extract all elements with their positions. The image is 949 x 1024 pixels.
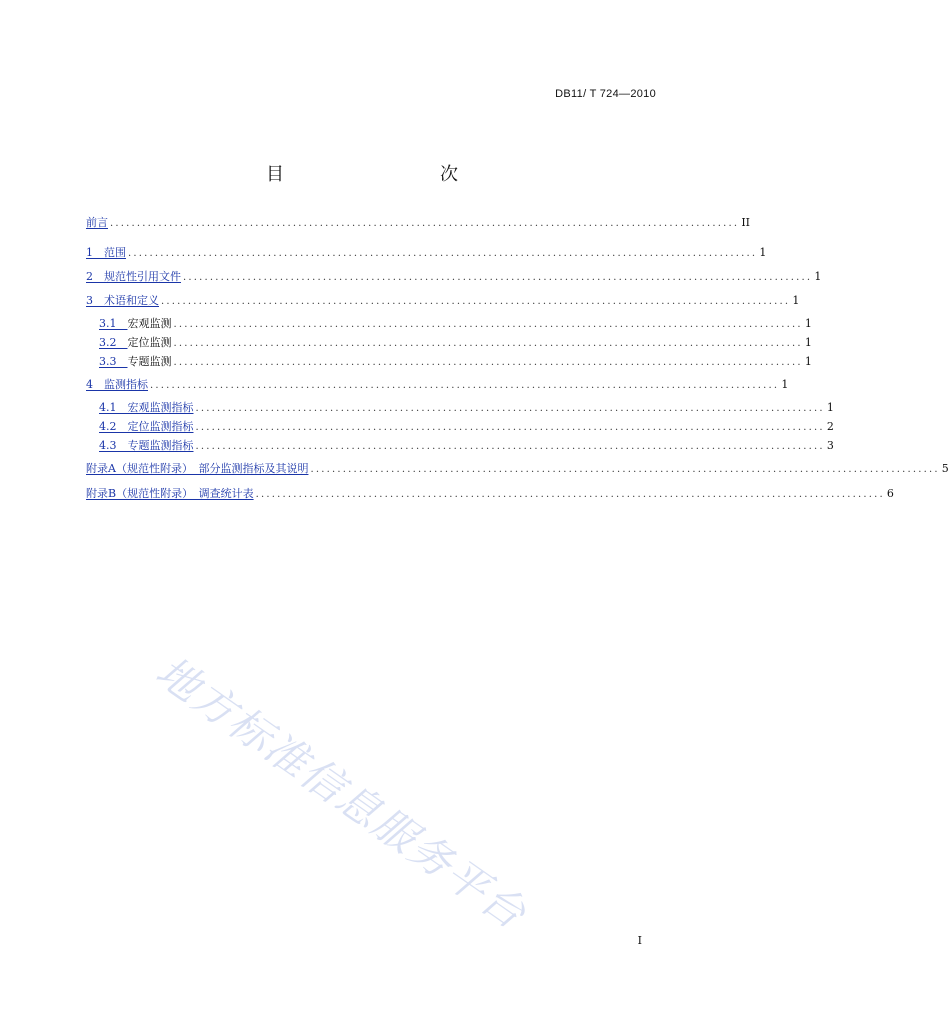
toc-page-number: 6: [886, 487, 894, 500]
toc-page-number: 1: [814, 270, 822, 283]
toc-entry-indicators[interactable]: [86, 376, 789, 392]
toc-leader-dots: .....................................................................................................................: [195, 441, 825, 452]
toc-leader-dots: .....................................................................................................................: [173, 319, 803, 330]
toc-entry-label[interactable]: 1 范围: [86, 246, 126, 259]
toc-entry-label: 定位监测: [127, 336, 172, 349]
toc-entry-label[interactable]: 4 监测指标: [86, 378, 148, 391]
toc-leader-dots: .....................................................................................................................: [128, 248, 758, 259]
toc-page-number: 3: [826, 439, 834, 452]
toc-page-number: 1: [792, 294, 800, 307]
toc-entry-label[interactable]: 4.3 专题监测指标: [99, 439, 194, 452]
toc-entry-4-3[interactable]: [99, 437, 834, 453]
standard-code: DB11/ T 724—2010: [555, 88, 656, 100]
toc-page-number: 1: [804, 336, 812, 349]
toc-page-number: 2: [826, 420, 834, 433]
toc-entry-3-2[interactable]: [99, 334, 812, 350]
toc-entry-4-2[interactable]: [99, 418, 834, 434]
toc-entry-label[interactable]: 前言: [86, 216, 108, 229]
toc-entry-scope[interactable]: [86, 244, 767, 260]
watermark: 地方标准信息服务平台: [147, 646, 536, 940]
toc-page-number: II: [741, 216, 751, 229]
toc-page-number: 1: [804, 317, 812, 330]
toc-leader-dots: .....................................................................................................................: [195, 422, 825, 433]
toc-entry-number[interactable]: 3.3: [99, 355, 128, 368]
page-number: I: [637, 934, 642, 947]
toc-leader-dots: .....................................................................................................................: [310, 464, 940, 475]
toc-leader-dots: .....................................................................................................................: [183, 272, 813, 283]
toc-entry-appendix-a[interactable]: [86, 460, 949, 476]
toc-entry-label[interactable]: 2 规范性引用文件: [86, 270, 181, 283]
toc-leader-dots: .....................................................................................................................: [195, 403, 825, 414]
toc-page-number: 1: [781, 378, 789, 391]
toc-page-number: 5: [941, 462, 949, 475]
toc-page-number: 1: [826, 401, 834, 414]
toc-entry-label[interactable]: 4.2 定位监测指标: [99, 420, 194, 433]
toc-entry-label: 宏观监测: [127, 317, 172, 330]
toc-page-number: 1: [759, 246, 767, 259]
toc-leader-dots: .....................................................................................................................: [255, 489, 885, 500]
toc-entry-4-1[interactable]: [99, 399, 834, 415]
toc-entry-3-3[interactable]: [99, 353, 812, 369]
toc-leader-dots: .....................................................................................................................: [150, 380, 780, 391]
toc-leader-dots: .....................................................................................................................: [173, 338, 803, 349]
toc-entry-number[interactable]: 3.2: [99, 336, 128, 349]
toc-entry-number[interactable]: 3.1: [99, 317, 128, 330]
toc-leader-dots: .....................................................................................................................: [110, 218, 740, 229]
toc-leader-dots: .....................................................................................................................: [173, 357, 803, 368]
toc-entry-label[interactable]: 附录B（规范性附录） 调查统计表: [86, 487, 254, 500]
page-title: 目 次: [266, 164, 498, 185]
toc-entry-foreword[interactable]: [86, 214, 751, 230]
toc-entry-label[interactable]: 附录A（规范性附录） 部分监测指标及其说明: [86, 462, 309, 475]
toc-entry-normative-references[interactable]: [86, 268, 822, 284]
toc-page-number: 1: [804, 355, 812, 368]
toc-entry-terms[interactable]: [86, 292, 800, 308]
toc-leader-dots: .....................................................................................................................: [161, 296, 791, 307]
toc-entry-3-1[interactable]: [99, 315, 812, 331]
toc-entry-label[interactable]: 3 术语和定义: [86, 294, 159, 307]
toc-entry-label: 专题监测: [127, 355, 172, 368]
toc-entry-appendix-b[interactable]: [86, 485, 894, 501]
toc-entry-label[interactable]: 4.1 宏观监测指标: [99, 401, 194, 414]
